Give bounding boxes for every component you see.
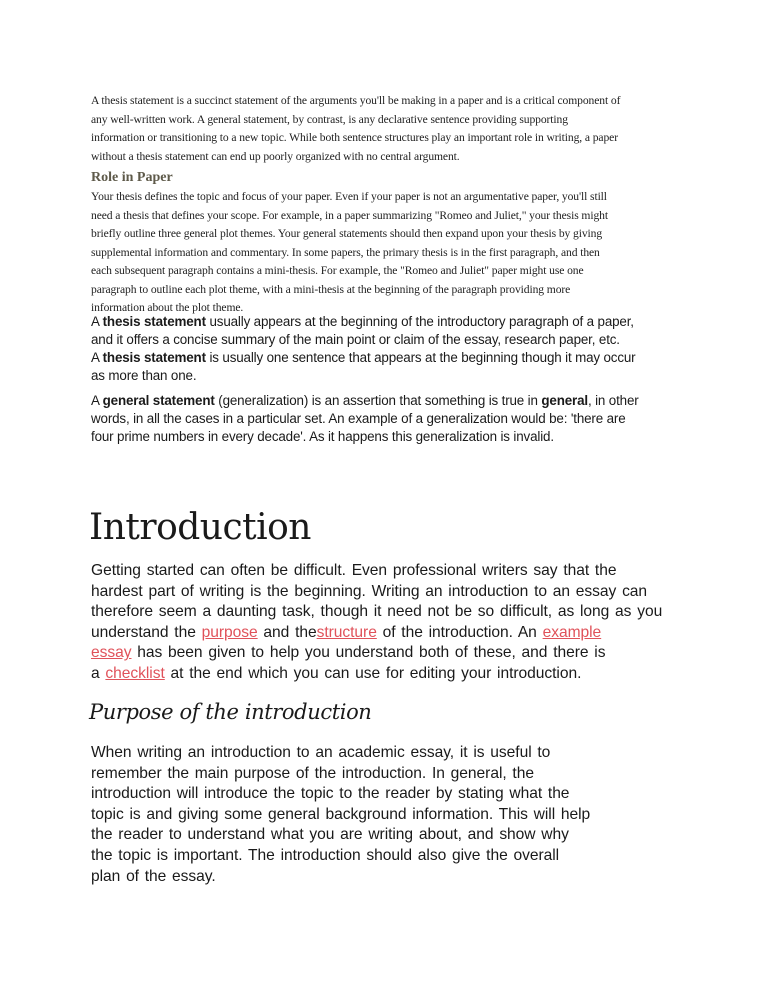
text-line xyxy=(91,623,711,644)
text-line xyxy=(91,349,691,367)
role-in-paper-heading: Role in Paper xyxy=(91,170,173,185)
text-line: topic is and giving some general background information. This will help xyxy=(91,805,591,823)
text-line: therefore seem a daunting task, though it need not be so difficult, as long as you xyxy=(91,603,663,621)
structure-link[interactable]: structure xyxy=(316,623,377,641)
example-essay-link[interactable]: example xyxy=(542,623,602,641)
text-line: information or transitioning to a new topic. While both sentence structures play an important role in writing, a paper xyxy=(91,131,618,145)
thesis-intro-paragraph xyxy=(91,92,691,166)
text-line: the topic is important. The introduction should also give the overall xyxy=(91,846,560,864)
text: , in other xyxy=(587,393,639,408)
introduction-paragraph xyxy=(91,561,711,685)
text-line: any well-written work. A general statement, by contrast, is any declarative sentence providing supporting xyxy=(91,112,568,126)
text-line: introduction will introduce the topic to the reader by stating what the xyxy=(91,785,570,803)
text-line: the reader to understand what you are writing about, and show why xyxy=(91,826,569,844)
text-line xyxy=(91,643,711,664)
text: is usually one sentence that appears at the beginning though it may occur xyxy=(205,350,636,365)
text-line: paragraph to outline each plot theme, with a mini-thesis at the beginning of the paragraph providing more xyxy=(91,282,571,296)
text-line xyxy=(91,392,691,410)
text-line xyxy=(91,664,711,685)
text: has been given to help you understand both of these, and there is xyxy=(131,644,606,662)
text: a xyxy=(91,664,106,682)
text: usually appears at the beginning of the introductory paragraph of a paper, xyxy=(205,314,634,329)
text-line: hardest part of writing is the beginning. Writing an introduction to an essay can xyxy=(91,582,648,600)
purpose-heading: Purpose of the introduction xyxy=(89,700,372,724)
text-line: words, in all the cases in a particular set. An example of a generalization would be: 'there are xyxy=(91,411,626,426)
text-line: without a thesis statement can end up poorly organized with no central argument. xyxy=(91,149,460,163)
text: (generalization) is an assertion that something is true in xyxy=(214,393,542,408)
text-line: and it offers a concise summary of the main point or claim of the essay, research paper, etc. xyxy=(91,332,620,347)
example-essay-link[interactable]: essay xyxy=(91,644,132,662)
text: A xyxy=(91,393,103,408)
purpose-link[interactable]: purpose xyxy=(201,623,258,641)
text: A xyxy=(91,314,103,329)
text-line: four prime numbers in every decade'. As it happens this generalization is invalid. xyxy=(91,429,554,444)
bold-term: general statement xyxy=(102,393,215,408)
role-paragraph xyxy=(91,188,691,318)
text: and the xyxy=(257,623,317,641)
checklist-link[interactable]: checklist xyxy=(105,664,165,682)
text-line: Getting started can often be difficult. Even professional writers say that the xyxy=(91,562,617,579)
thesis-definition-paragraph xyxy=(91,313,691,385)
text-line: remember the main purpose of the introduction. In general, the xyxy=(91,764,534,782)
text-line xyxy=(91,313,691,331)
bold-term: general xyxy=(541,393,588,408)
general-statement-paragraph xyxy=(91,392,691,446)
text-line: information about the plot theme. xyxy=(91,301,244,314)
bold-term: thesis statement xyxy=(102,314,206,329)
text: at the end which you can use for editing your introduction. xyxy=(164,664,582,682)
bold-term: thesis statement xyxy=(102,350,206,365)
text-line: need a thesis that defines your scope. For example, in a paper summarizing "Romeo and Juliet," your thesis might xyxy=(91,208,608,222)
text-line: Your thesis defines the topic and focus of your paper. Even if your paper is not an argumentative paper, you'll still xyxy=(91,190,607,203)
text-line: briefly outline three general plot themes. Your general statements should then expand upon your thesis by giving xyxy=(91,227,603,240)
text: understand the xyxy=(91,623,202,641)
text-line: each subsequent paragraph contains a mini-thesis. For example, the "Romeo and Juliet" paper might use one xyxy=(91,264,584,277)
text: A xyxy=(91,350,103,365)
introduction-heading: Introduction xyxy=(89,507,311,548)
purpose-paragraph xyxy=(91,743,711,887)
text-line: plan of the essay. xyxy=(91,867,216,885)
text-line: A thesis statement is a succinct statement of the arguments you'll be making in a paper and is a critical component of xyxy=(91,94,621,107)
text-line: When writing an introduction to an academic essay, it is useful to xyxy=(91,744,551,761)
text-line: supplemental information and commentary. In some papers, the primary thesis is in the first paragraph, and then xyxy=(91,245,600,259)
text-line: as more than one. xyxy=(91,368,197,383)
text: of the introduction. An xyxy=(376,623,543,641)
